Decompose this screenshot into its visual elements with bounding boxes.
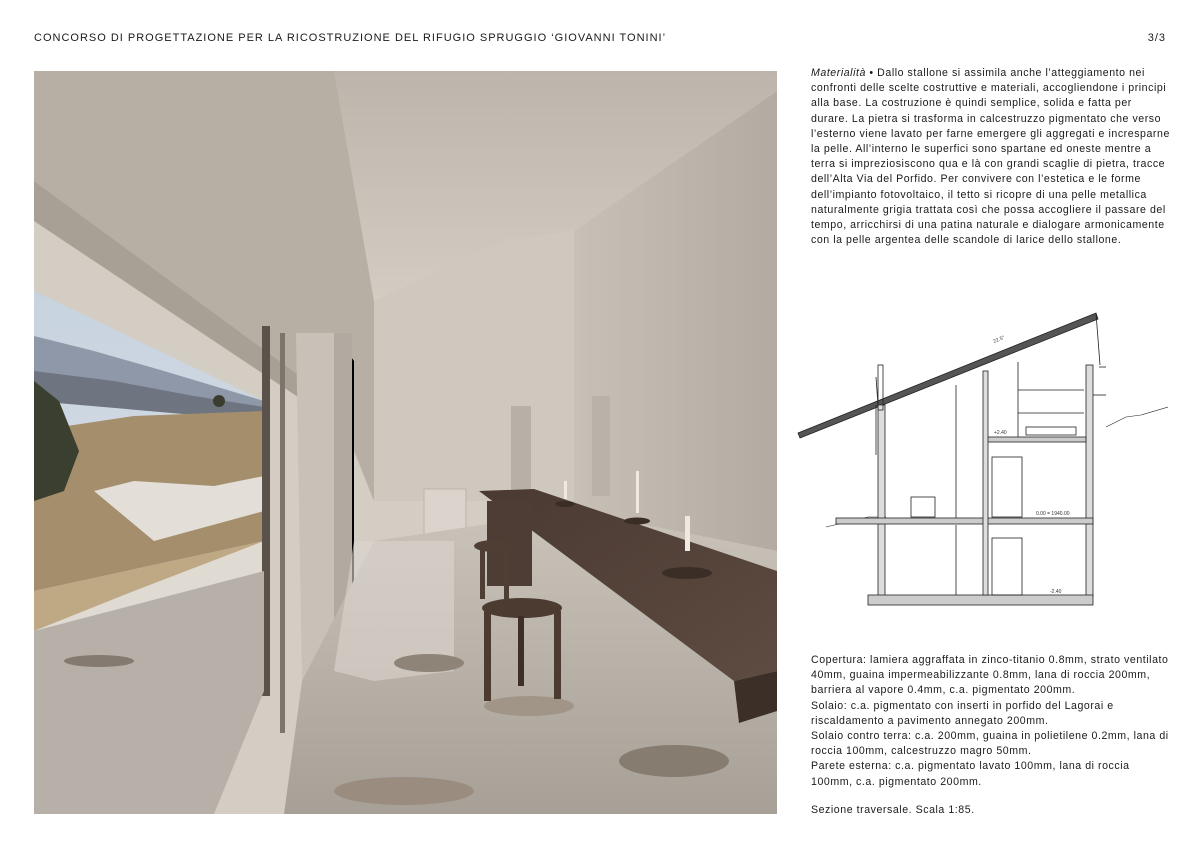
spec-ground-slab: Solaio contro terra: c.a. 200mm, guaina in polietilene 0.2mm, lana di roccia 100mm, calcestruzzo magro 50mm. — [811, 730, 1169, 758]
spec-external-wall: Parete esterna: c.a. pigmentato lavato 100mm, lana di roccia 100mm, c.a. pigmentato 200mm. — [811, 760, 1130, 788]
construction-specs — [811, 653, 1171, 790]
cross-section-drawing — [796, 305, 1168, 627]
page-number: 3/3 — [1147, 32, 1166, 44]
spec-floor-slab: Solaio: c.a. pigmentato con inserti in porfido del Lagorai e riscaldamento a pavimento annegato 200mm. — [811, 699, 1114, 727]
spec-roof: Copertura: lamiera aggraffata in zinco-titanio 0.8mm, strato ventilato 40mm, guaina impermeabilizzante 0.8mm, lana di roccia 200mm, barriera al vapore 0.4mm, c.a. pigmentato 200mm. — [811, 654, 1169, 697]
level-ground-label: 0.00 = 1940.00 — [1036, 511, 1070, 517]
roof-angle-label: 22.5° — [992, 334, 1006, 345]
level-lower-label: -2.40 — [1050, 589, 1062, 595]
materiality-description — [811, 66, 1171, 248]
materiality-body: Dallo stallone si assimila anche l’atteggiamento nei confronti delle scelte costruttive e materiali, accogliendone i principi alla base. La costruzione è quindi semplice, solida e fatta per durare. La pietra si trasforma in calcestruzzo pigmentato che verso l’esterno viene lavato per farne emergere gli aggregati e incresparne la pelle. All’interno le superfici sono spartane ed oneste mentre a terra si impreziosiscono qua e là con grandi scaglie di pietra, tracce dell’Alta Via del Porfido. Per convivere con l’estetica e le forme dell’impianto fotovoltaico, il tetto si ricopre di una pelle metallica naturalmente grigia trattata così che possa accogliere il passare del tempo, arricchirsi di una patina naturale e dialogare armonicamente con la pelle argentea delle scandole di larice dello stallone. — [811, 67, 1170, 247]
materiality-heading: Materialità — [811, 67, 866, 79]
bullet-separator: • — [865, 67, 878, 79]
interior-render-image — [34, 71, 777, 814]
section-caption: Sezione traversale. Scala 1:85. — [811, 804, 975, 816]
document-title: CONCORSO DI PROGETTAZIONE PER LA RICOSTRUZIONE DEL RIFUGIO SPRUGGIO ‘GIOVANNI TONINI’ — [34, 32, 667, 44]
level-upper-label: +2.40 — [994, 430, 1007, 436]
